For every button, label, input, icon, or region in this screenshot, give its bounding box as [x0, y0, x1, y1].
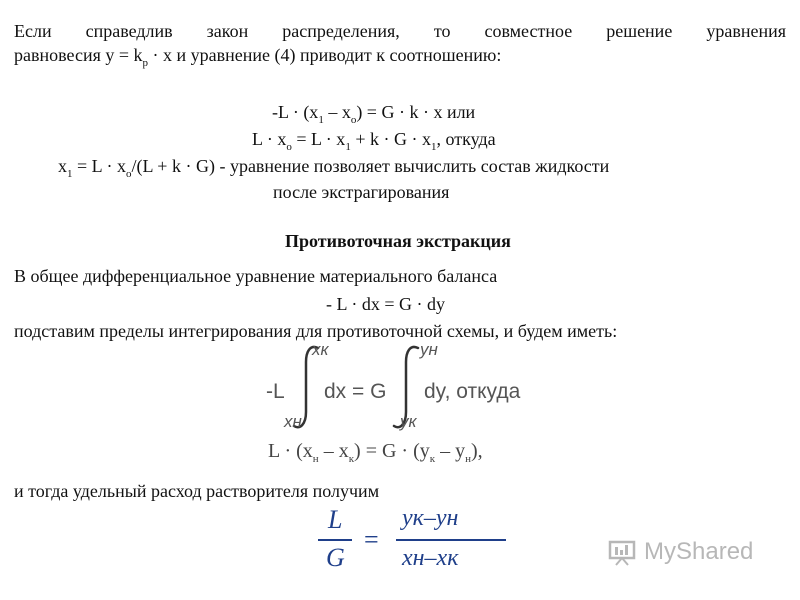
eq1-c: ) = G · k · x или: [356, 102, 476, 122]
result-d: – y: [435, 440, 466, 462]
eq2-sub-3: 1: [430, 140, 437, 153]
eq3-c: /(L + k · G) - уравнение позволяет вычислить состав жидкости: [131, 156, 610, 176]
result-sub-3: к: [429, 453, 436, 465]
result-a: L · (x: [268, 440, 313, 462]
integral-equation: [262, 340, 552, 440]
result-e: ),: [471, 440, 483, 462]
presentation-board-icon: [608, 540, 638, 566]
conclusion-line: и тогда удельный расход растворителя получим: [14, 481, 380, 501]
fraction-lhs-numerator: L: [328, 505, 343, 534]
eq3-a: x: [58, 156, 67, 176]
fraction-rhs-bar: [396, 539, 506, 541]
integral-2-lower-limit: yк: [400, 412, 417, 431]
integral-right-text: dy, откуда: [424, 380, 521, 403]
eq1-sub-1: 1: [318, 113, 324, 126]
eq3-sub-1: 1: [67, 167, 73, 180]
body-line-2: подставим пределы интегрирования для противоточной схемы, и будем иметь:: [14, 321, 618, 341]
equation-3: [58, 155, 610, 180]
eq2-d: , откуда: [436, 129, 496, 149]
intro-line-2-part-a: равновесия y = k: [14, 45, 143, 65]
equation-1: [272, 101, 476, 126]
fraction-lhs-bar: [318, 539, 352, 541]
fraction-rhs-numerator: yк–yн: [402, 505, 459, 531]
intro-line-2: [14, 44, 502, 69]
eq1-a: -L · (x: [272, 102, 319, 122]
result-sub-2: к: [348, 453, 355, 465]
eq2-sub-2: 1: [345, 140, 351, 153]
result-b: – x: [318, 440, 349, 462]
fraction-lhs-denominator: G: [326, 543, 345, 572]
eq3-b: = L · x: [72, 156, 126, 176]
handwritten-fraction: [312, 505, 512, 585]
eq2-sub-1: o: [286, 140, 292, 153]
fraction-equals: =: [364, 525, 379, 554]
equation-3-continuation: после экстрагирования: [273, 182, 450, 202]
watermark-text: MyShared: [644, 538, 754, 565]
eq2-a: L · x: [252, 129, 287, 149]
eq2-b: = L · x: [291, 129, 346, 149]
eq1-b: – x: [323, 102, 351, 122]
integral-left-coef: -L: [266, 380, 285, 403]
result-sub-4: н: [465, 453, 471, 465]
result-equation: [268, 439, 483, 463]
integral-1-lower-limit: xн: [284, 412, 302, 431]
equation-2: [252, 128, 496, 153]
integral-mid-text: dx = G: [324, 380, 387, 403]
body-equation: - L · dx = G · dy: [326, 294, 445, 314]
integral-1-upper-limit: xк: [312, 340, 329, 359]
section-heading: Противоточная экстракция: [285, 231, 511, 251]
eq2-c: + k · G · x: [350, 129, 431, 149]
result-c: ) = G · (y: [354, 440, 430, 462]
result-sub-1: н: [312, 453, 319, 465]
body-line-1: В общее дифференциальное уравнение материального баланса: [14, 266, 498, 286]
intro-line-1: Если справедлив закон распределения, то совместное решение уравнения: [14, 21, 786, 41]
integral-2-upper-limit: yн: [420, 340, 438, 359]
fraction-rhs-denominator: xн–xк: [402, 545, 459, 571]
intro-line-2-sub: p: [142, 56, 149, 69]
eq3-sub-2: o: [125, 167, 132, 180]
intro-line-2-part-b: · x и уравнение (4) приводит к соотношению:: [148, 45, 502, 65]
eq1-sub-2: o: [350, 113, 357, 126]
